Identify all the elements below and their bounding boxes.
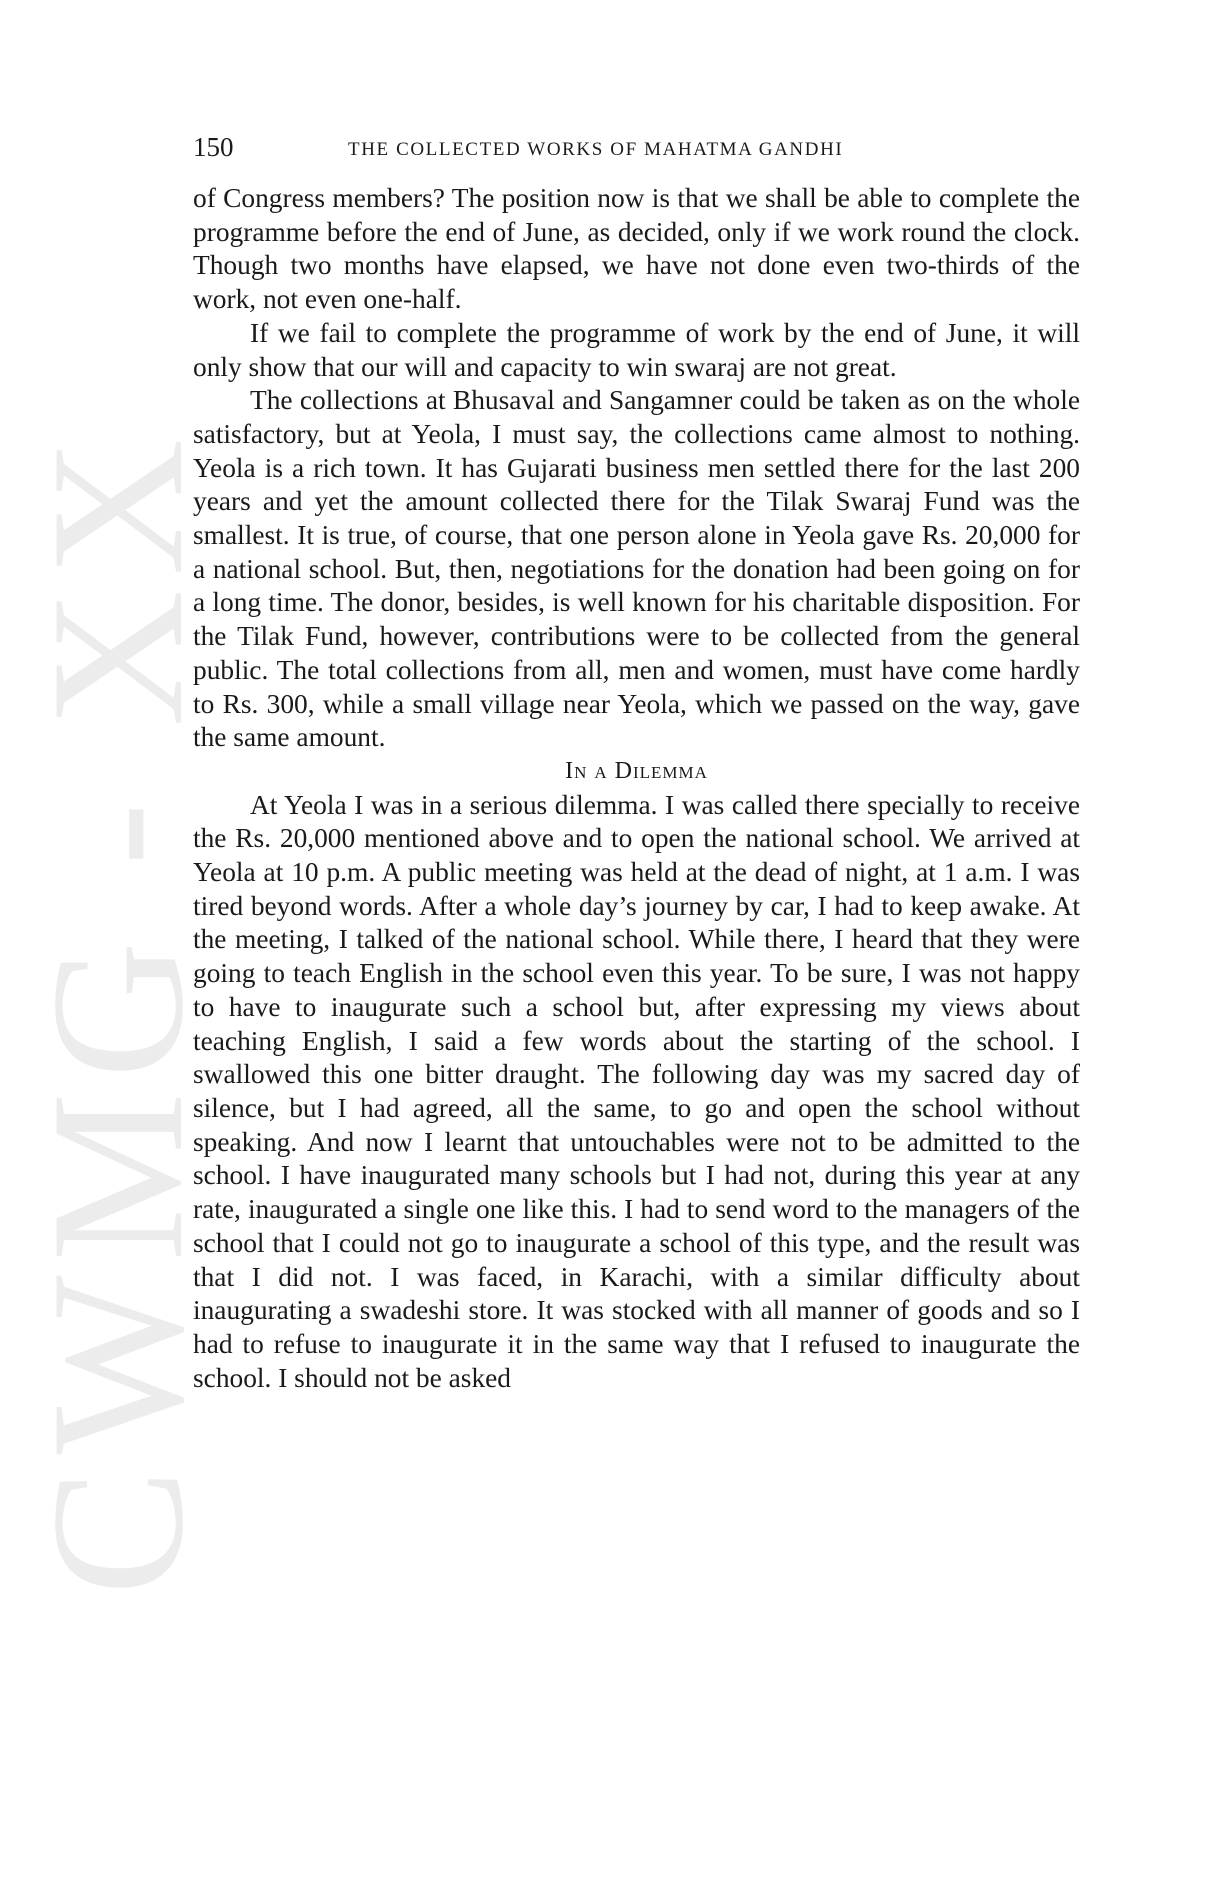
running-title: THE COLLECTED WORKS OF MAHATMA GANDHI	[348, 139, 844, 160]
page-body	[193, 182, 1080, 1395]
paragraph: The collections at Bhusaval and Sangamner could be taken as on the whole satisfactory, but at Yeola, I must say, the collections came almost to nothing. Yeola is a rich town. It has Gujarati business men settled there for the last 200 years and yet the amount collected there for the Tilak Swaraj Fund was the smallest. It is true, of course, that one person alone in Yeola gave Rs. 20,000 for a national school. But, then, negotiations for the donation had been going on for a long time. The donor, besides, is well known for his charitable disposition. For the Tilak Fund, however, contributions were to be collected from the general public. The total collections from all, men and women, must have come hardly to Rs. 300, while a small village near Yeola, which we passed on the way, gave the same amount.	[193, 385, 1080, 753]
watermark: CWMG - XX	[13, 424, 223, 1596]
section-heading: In a Dilemma	[565, 757, 708, 784]
paragraph: At Yeola I was in a serious dilemma. I was called there specially to receive the Rs. 20,000 mentioned above and to open the national school. We arrived at Yeola at 10 p.m. A public meeting was held at the dead of night, at 1 a.m. I was tired beyond words. After a whole day’s journey by car, I had to keep awake. At the meeting, I talked of the national school. While there, I heard that they were going to teach English in the school even this year. To be sure, I was not happy to have to inaugurate such a school but, after expressing my views about teaching English, I said a few words about the starting of the school. I swallowed this one bitter draught. The following day was my sacred day of silence, but I had agreed, all the same, to go and open the school without speaking. And now I learnt that untouchables were not to be admitted to the school. I have inaugurated many schools but I had not, during this year at any rate, inaugurated a single one like this. I had to send word to the managers of the school that I could not go to inaugurate a school of this type, and the result was that I did not. I was faced, in Karachi, with a similar difficulty about inaugurating a swadeshi store. It was stocked with all manner of goods and so I had to refuse to inaugurate it in the same way that I refused to inaugurate the school. I should not be asked	[193, 789, 1080, 1393]
paragraph-continued: of Congress members? The position now is that we shall be able to complete the programme before the end of June, as decided, only if we work round the clock. Though two months have elapsed, we have not done even two-thirds of the work, not even one-half.	[193, 183, 1080, 315]
paragraph: If we fail to complete the programme of work by the end of June, it will only show that our will and capacity to win swaraj are not great.	[193, 317, 1080, 382]
page-number: 150	[193, 132, 234, 162]
page-header	[193, 132, 1080, 166]
